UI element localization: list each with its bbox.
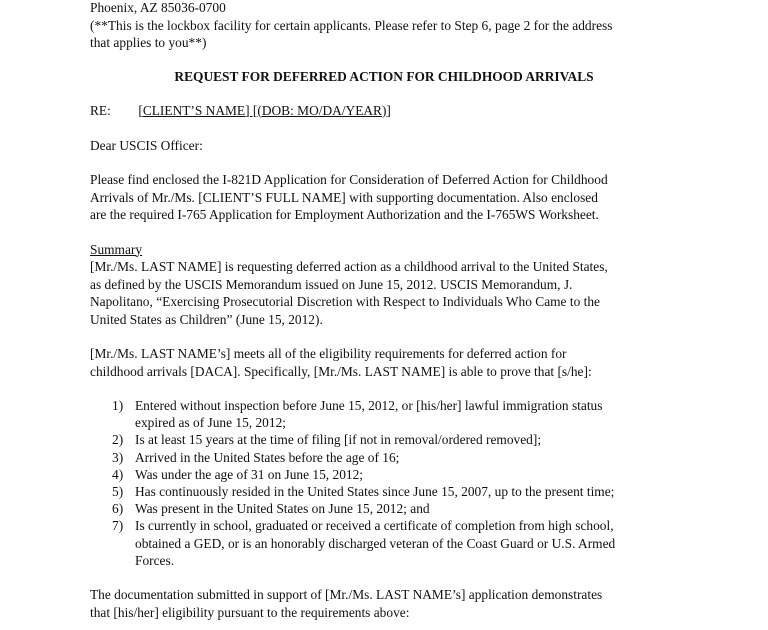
list-item-text: Has continuously resided in the United States since June 15, 2007, up to the present time; [135, 484, 615, 500]
address-note-line: (**This is the lockbox facility for certain applicants. Please refer to Step 6, page 2 for the address [90, 17, 613, 33]
summary-line: [Mr./Ms. LAST NAME] is requesting deferred action as a childhood arrival to the United States, [90, 259, 608, 274]
list-item-text: Is at least 15 years at the time of filing [if not in removal/ordered removed]; [135, 432, 542, 448]
address-block [90, 0, 730, 52]
list-item-number: 1) [112, 398, 124, 413]
list-item-text: obtained a GED, or is an honorably discharged veteran of the Coast Guard or U.S. Armed [135, 535, 616, 551]
list-item [90, 500, 730, 517]
summary-line: as defined by the USCIS Memorandum issued on June 15, 2012. USCIS Memorandum, J. [90, 276, 573, 292]
summary-heading: Summary [90, 241, 143, 257]
list-item [90, 483, 730, 500]
re-line [90, 102, 730, 119]
list-item [90, 466, 730, 483]
summary-line: United States as Children” (June 15, 2012). [90, 311, 323, 327]
list-item-text: expired as of June 15, 2012; [135, 415, 286, 431]
list-item-text: Was under the age of 31 on June 15, 2012; [135, 466, 363, 482]
list-item-number: 5) [112, 484, 124, 500]
re-label: RE: [90, 102, 111, 118]
list-item [90, 397, 730, 431]
address-city-line: Phoenix, AZ 85036-0700 [90, 0, 226, 15]
list-item [90, 449, 730, 466]
list-item-text: Was present in the United States on June 15, 2012; and [135, 501, 430, 517]
list-item-text: Forces. [135, 552, 175, 568]
list-item-text: Is currently in school, graduated or received a certificate of completion from high school, [135, 518, 614, 534]
list-item [90, 431, 730, 448]
salutation: Dear USCIS Officer: [90, 137, 203, 153]
intro-paragraph [90, 171, 730, 224]
list-item-number: 3) [112, 449, 124, 465]
address-note-line: that applies to you**) [90, 35, 207, 50]
list-item-number: 6) [112, 501, 124, 517]
list-item-number: 2) [112, 432, 124, 448]
closing-line: The documentation submitted in support of [Mr./Ms. LAST NAME’s] application demonstrates [90, 587, 603, 603]
letter-page [90, 0, 730, 621]
closing-line: that [his/her] eligibility pursuant to the requirements above: [90, 604, 410, 620]
list-item-number: 4) [112, 466, 124, 482]
eligibility-paragraph [90, 345, 730, 380]
eligibility-line: childhood arrivals [DACA]. Specifically, [Mr./Ms. LAST NAME] is able to prove that [s/he]: [90, 363, 592, 379]
list-item-text: Entered without inspection before June 15, 2012, or [his/her] lawful immigration status [135, 398, 603, 413]
closing-paragraph [90, 586, 730, 621]
intro-line: Arrivals of Mr./Ms. [CLIENT’S FULL NAME] with supporting documentation. Also enclosed [90, 189, 598, 205]
requirements-list [90, 397, 730, 569]
list-item-text: Arrived in the United States before the age of 16; [135, 449, 400, 465]
re-client-name: [CLIENT’S NAME] [(DOB: MO/DA/YEAR)] [138, 102, 391, 118]
letter-title: REQUEST FOR DEFERRED ACTION FOR CHILDHOOD ARRIVALS [174, 68, 594, 84]
eligibility-line: [Mr./Ms. LAST NAME’s] meets all of the eligibility requirements for deferred action for [90, 346, 567, 361]
summary-line: Napolitano, “Exercising Prosecutorial Discretion with Respect to Individuals Who Came to the [90, 294, 600, 309]
summary-section [90, 241, 730, 329]
intro-line: Please find enclosed the I-821D Application for Consideration of Deferred Action for Childhood [90, 172, 608, 187]
intro-line: are the required I-765 Application for Employment Authorization and the I-765WS Worksheet. [90, 207, 599, 222]
list-item-number: 7) [112, 518, 124, 534]
list-item [90, 517, 730, 569]
